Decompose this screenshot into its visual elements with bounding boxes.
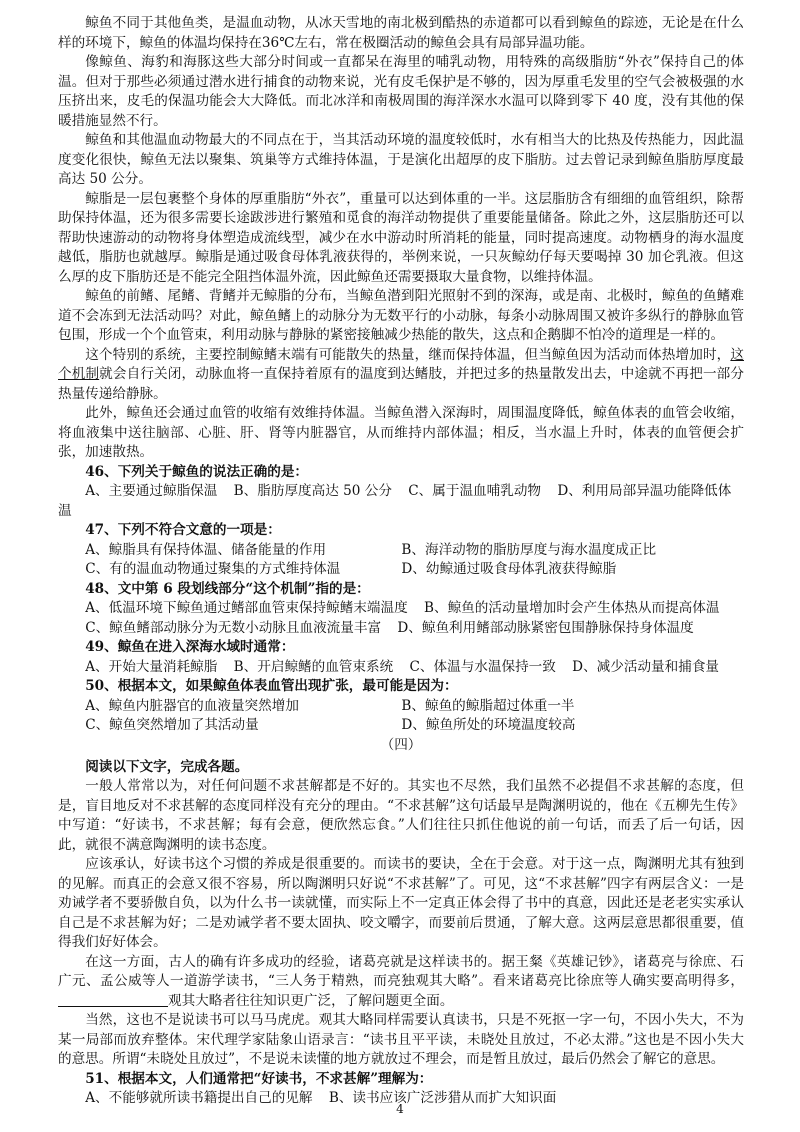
q50-option-a[interactable]: A、鲸鱼内脏器官的血液量突然增加 [85, 697, 299, 714]
q48-option-b[interactable]: B、鲸鱼的活动量增加时会产生体热从而提高体温 [423, 600, 720, 616]
page-number: 4 [396, 1102, 404, 1116]
q49-option-d[interactable]: D、减少活动量和捕食量 [572, 658, 720, 675]
q47-option-d[interactable]: D、幼鲸通过吸食母体乳液获得鲸脂 [401, 561, 617, 577]
paragraph-6-start: 这个特别的系统，主要控制鲸鳍末端有可能散失的热量，继而保持体温，但当鲸鱼因为活动而体热增加时， [85, 346, 731, 363]
passage-paragraph-7: 此外，鲸鱼还会通过血管的收缩有效维持体温。当鲸鱼潜入深海时，周围温度降低，鲸鱼体表的血管会收缩，将血液集中送往脑部、心脏、肝、肾等内脏器官，从而维持内部体温；相反，当水温上升时，体表的血管便会扩张，加速散热。 [58, 405, 744, 460]
q51-option-a[interactable]: A、不能够就所读书籍提出自己的见解 [85, 1090, 313, 1106]
q47-option-b[interactable]: B、海洋动物的脂肪厚度与海水温度成正比 [401, 541, 657, 558]
q49-option-a[interactable]: A、开始大量消耗鲸脂 [85, 658, 218, 675]
question-46-stem: 46、下列关于鲸鱼的说法正确的是： [85, 463, 309, 480]
question-48-options-ab [58, 599, 744, 619]
q49-option-c[interactable]: C、体温与水温保持一致 [409, 658, 556, 675]
passage-paragraph-2: 像鲸鱼、海豹和海豚这些大部分时间或一直都呆在海里的哺乳动物，用特殊的高级脂肪“外衣”保持自己的体温。但对于那些必须通过潜水进行捕食的动物来说，光有皮毛保护是不够的，因为厚重毛发里的空气会被极强的水压挤出来，皮毛的保温功能会大大降低。而北冰洋和南极周围的海洋深水水温可以降到零下 40 度，没有其他的保暖措施显然不行。 [58, 54, 744, 129]
question-48-options-cd [58, 619, 744, 639]
question-49-stem: 49、鲸鱼在进入深海水域时通常： [85, 639, 295, 655]
question-47-options [58, 541, 744, 580]
question-46-options [58, 482, 744, 521]
passage-paragraph-5: 鲸鱼的前鳍、尾鳍、背鳍并无鲸脂的分布，当鲸鱼潜到阳光照射不到的深海，或是南、北极时，鲸鱼的鱼鳍难道不会冻到无法活动吗？对此，鲸鱼鳍上的动脉分为无数平行的小动脉，每条小动脉周围又被许多纵行的静脉血管包围，形成一个个血管束，利用动脉与静脉的紧密接触减少热能的散失，这点和企鹅脚不怕冷的道理是一样的。 [58, 288, 744, 343]
question-48-stem: 48、文中第 6 段划线部分“这个机制”指的是： [85, 580, 370, 597]
q47-option-a[interactable]: A、鲸脂具有保持体温、储备能量的作用 [85, 541, 327, 558]
paragraph-6-end: 就会自行关闭，动脉血将一直保持着原有的温度到达鳍肢，并把过多的热量散发出去，中途就不再把一部分热量传递给静脉。 [58, 366, 745, 402]
answer-blank[interactable] [58, 992, 168, 1007]
section4-paragraph-2: 应该承认，好读书这个习惯的养成是很重要的。而读书的要诀，全在于会意。对于这一点，陶渊明尤其有独到的见解。而真正的会意又很不容易，所以陶渊明只好说“不求甚解”了。可见，这“不求甚解”四字有两层含义：一是劝诫学者不要骄傲自负，以为什么书一读就懂，而实际上不一定真正体会得了书中的真意，因此还是老老实实承认自己是不求甚解为好；二是劝诫学者不要太固执、咬文嚼字，而要前后贯通，了解大意。这两层意思都很重要，值得我们好好体会。 [58, 856, 744, 950]
q46-option-c[interactable]: C、属于温血哺乳动物 [408, 483, 542, 499]
q46-option-d[interactable]: D、利用局部异温功能降低体温 [58, 483, 732, 519]
underlined-phrase: 这个机制 [58, 346, 744, 382]
section4-paragraph-1: 一般人常常以为，对任何问题不求甚解都是不好的。其实也不尽然，我们虽然不必提倡不求甚解的态度，但是，盲目地反对不求甚解的态度同样没有充分的理由。“不求甚解”这句话最早是陶渊明说的，他在《五柳先生传》中写道：“好读书，不求甚解；每有会意，便欣然忘食。”人们往往只抓住他说的前一句话，而丢了后一句话，因此，就很不满意陶渊明的读书态度。 [58, 778, 744, 853]
section4-paragraph-4: 当然，这也不是说读书可以马马虎虎。观其大略同样需要认真读书，只是不死抠一字一句，不因小失大，不为某一局部而放弃整体。宋代理学家陆象山语录言：“读书且平平读，未晓处且放过，不必太滞。”这也是不因小失大的意思。所谓“未晓处且放过”，不是说未读懂的地方就放过不理会，而是暂且放过，最后仍然会了解它的意思。 [58, 1012, 744, 1067]
q51-option-b[interactable]: B、读书应该广泛涉猎从而扩大知识面 [328, 1090, 557, 1106]
passage-paragraph-6 [58, 346, 744, 405]
question-51-stem: 51、根据本文，人们通常把“好读书，不求甚解”理解为： [85, 1070, 433, 1087]
question-49-options [58, 658, 744, 678]
q50-option-b[interactable]: B、鲸鱼的鲸脂超过体重一半 [401, 697, 575, 714]
paragraph-3-end: 观其大略者往往知识更广泛，了解问题更全面。 [168, 992, 454, 1009]
section4-paragraph-3 [58, 953, 744, 1012]
q46-option-a[interactable]: A、主要通过鲸脂保温 [85, 483, 218, 499]
q48-option-a[interactable]: A、低温环境下鲸鱼通过鳍部血管束保持鲸鳍末端温度 [85, 600, 408, 616]
passage-paragraph-3: 鲸鱼和其他温血动物最大的不同点在于，当其活动环境的温度较低时，水有相当大的比热及传热能力，因此温度变化很快，鲸鱼无法以聚集、筑巢等方式维持体温，于是演化出超厚的皮下脂肪。过去曾记录到鲸鱼脂肪厚度最高达 50 公分。 [58, 132, 744, 187]
q49-option-b[interactable]: B、开启鲸鳍的血管束系统 [233, 658, 394, 675]
q47-option-c[interactable]: C、有的温血动物通过聚集的方式维持体温 [85, 561, 341, 577]
question-47-stem: 47、下列不符合文意的一项是： [85, 522, 281, 538]
section-marker: （四） [380, 736, 422, 753]
question-50-stem: 50、根据本文，如果鲸鱼体表血管出现扩张，最可能是因为： [85, 678, 458, 694]
q48-option-c[interactable]: C、鲸鱼鳍部动脉分为无数小动脉且血液流量丰富 [85, 619, 382, 636]
paragraph-3-start: 在这一方面，古人的确有许多成功的经验，诸葛亮就是这样读书的。据王粲《英雄记钞》，诸葛亮与徐庶、石广元、孟公威等人一道游学读书，“三人务于精熟，而亮独观其大略”。看来诸葛亮比徐庶等人确实要高明得多， [58, 953, 744, 989]
question-50-options [58, 697, 744, 736]
q48-option-d[interactable]: D、鲸鱼利用鳍部动脉紧密包围静脉保持身体温度 [397, 619, 694, 636]
q50-option-d[interactable]: D、鲸鱼所处的环境温度较高 [401, 717, 576, 733]
passage-paragraph-4: 鲸脂是一层包裹整个身体的厚重脂肪“外衣”，重量可以达到体重的一半。这层脂肪含有细细的血管组织，除帮助保持体温，还为很多需要长途跋涉进行繁殖和觅食的海洋动物提供了重要能量储备。除此之外，这层脂肪还可以帮助快速游动的动物将身体塑造成流线型，减少在水中游动时所消耗的能量，同时提高速度。动物栖身的海水温度越低，脂肪也就越厚。鲸脂是通过吸食母体乳液获得的，举例来说，一只灰鲸幼仔每天要喝掉 30 加仑乳液。但这么厚的皮下脂肪还是不能完全阻挡体温外流，因此鲸鱼还需要摄取大量食物，以维持体温。 [58, 190, 744, 285]
section-title: 阅读以下文字，完成各题。 [85, 759, 249, 775]
passage-paragraph-1: 鲸鱼不同于其他鱼类，是温血动物，从冰天雪地的南北极到酷热的赤道都可以看到鲸鱼的踪迹，无论是在什么样的环境下，鲸鱼的体温均保持在36℃左右，常在极圈活动的鲸鱼会具有局部异温功能。 [58, 15, 744, 51]
q46-option-b[interactable]: B、脂肪厚度高达 50 公分 [233, 483, 392, 499]
exam-page [58, 14, 744, 1109]
q50-option-c[interactable]: C、鲸鱼突然增加了其活动量 [85, 717, 259, 733]
